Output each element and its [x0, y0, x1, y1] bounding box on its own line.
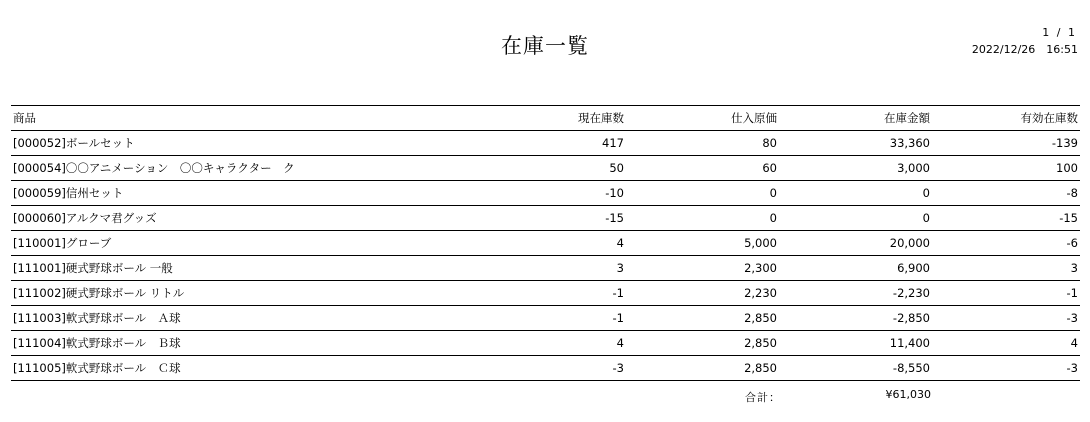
table-row — [11, 256, 1080, 281]
table-row — [11, 131, 1080, 156]
cell-available-stock: -15 — [932, 206, 1080, 231]
total-value: ¥61,030 — [885, 388, 931, 401]
table-row — [11, 181, 1080, 206]
cell-stock-value: 11,400 — [779, 331, 932, 356]
cell-current-stock: 4 — [441, 331, 626, 356]
cell-purchase-cost: 60 — [626, 156, 779, 181]
cell-product: [000054]〇〇アニメーション 〇〇キャラクター ク — [11, 156, 441, 181]
column-header-purchase-cost: 仕入原価 — [626, 106, 779, 131]
cell-stock-value: -2,230 — [779, 281, 932, 306]
cell-product: [000059]信州セット — [11, 181, 441, 206]
column-header-stock-value: 在庫金額 — [779, 106, 932, 131]
cell-current-stock: -1 — [441, 306, 626, 331]
column-header-current-stock: 現在庫数 — [441, 106, 626, 131]
cell-stock-value: 0 — [779, 206, 932, 231]
table-row — [11, 331, 1080, 356]
table-row — [11, 206, 1080, 231]
cell-product: [111001]硬式野球ボール 一般 — [11, 256, 441, 281]
page-number: 1 / 1 — [1042, 26, 1077, 39]
total-label: 合計： — [745, 391, 781, 404]
cell-current-stock: -3 — [441, 356, 626, 381]
print-datetime: 2022/12/26 16:51 — [971, 43, 1078, 56]
cell-current-stock: -10 — [441, 181, 626, 206]
cell-purchase-cost: 80 — [626, 131, 779, 156]
cell-current-stock: 4 — [441, 231, 626, 256]
cell-available-stock: -139 — [932, 131, 1080, 156]
cell-product: [000052]ボールセット — [11, 131, 441, 156]
table-header-row — [11, 106, 1080, 131]
cell-purchase-cost: 0 — [626, 206, 779, 231]
inventory-table — [11, 105, 1080, 381]
cell-product: [111002]硬式野球ボール リトル — [11, 281, 441, 306]
cell-stock-value: 0 — [779, 181, 932, 206]
cell-available-stock: 3 — [932, 256, 1080, 281]
cell-stock-value: 6,900 — [779, 256, 932, 281]
cell-current-stock: 50 — [441, 156, 626, 181]
cell-purchase-cost: 0 — [626, 181, 779, 206]
cell-stock-value: -2,850 — [779, 306, 932, 331]
cell-purchase-cost: 2,230 — [626, 281, 779, 306]
cell-current-stock: -1 — [441, 281, 626, 306]
cell-current-stock: 417 — [441, 131, 626, 156]
cell-available-stock: 100 — [932, 156, 1080, 181]
cell-available-stock: -6 — [932, 231, 1080, 256]
cell-stock-value: 3,000 — [779, 156, 932, 181]
cell-product: [000060]アルクマ君グッズ — [11, 206, 441, 231]
cell-purchase-cost: 5,000 — [626, 231, 779, 256]
cell-stock-value: 20,000 — [779, 231, 932, 256]
table-row — [11, 306, 1080, 331]
cell-product: [110001]グローブ — [11, 231, 441, 256]
column-header-available-stock: 有効在庫数 — [932, 106, 1080, 131]
cell-available-stock: -1 — [932, 281, 1080, 306]
cell-stock-value: 33,360 — [779, 131, 932, 156]
cell-stock-value: -8,550 — [779, 356, 932, 381]
table-row — [11, 231, 1080, 256]
cell-purchase-cost: 2,850 — [626, 306, 779, 331]
cell-available-stock: 4 — [932, 331, 1080, 356]
cell-current-stock: -15 — [441, 206, 626, 231]
cell-product: [111004]軟式野球ボール Ｂ球 — [11, 331, 441, 356]
cell-purchase-cost: 2,850 — [626, 356, 779, 381]
table-row — [11, 281, 1080, 306]
column-header-product: 商品 — [11, 106, 441, 131]
table-row — [11, 356, 1080, 381]
report-title: 在庫一覧 — [501, 34, 589, 58]
cell-product: [111003]軟式野球ボール Ａ球 — [11, 306, 441, 331]
cell-available-stock: -3 — [932, 306, 1080, 331]
cell-available-stock: -3 — [932, 356, 1080, 381]
cell-current-stock: 3 — [441, 256, 626, 281]
cell-purchase-cost: 2,300 — [626, 256, 779, 281]
cell-purchase-cost: 2,850 — [626, 331, 779, 356]
cell-product: [111005]軟式野球ボール Ｃ球 — [11, 356, 441, 381]
cell-available-stock: -8 — [932, 181, 1080, 206]
table-row — [11, 156, 1080, 181]
